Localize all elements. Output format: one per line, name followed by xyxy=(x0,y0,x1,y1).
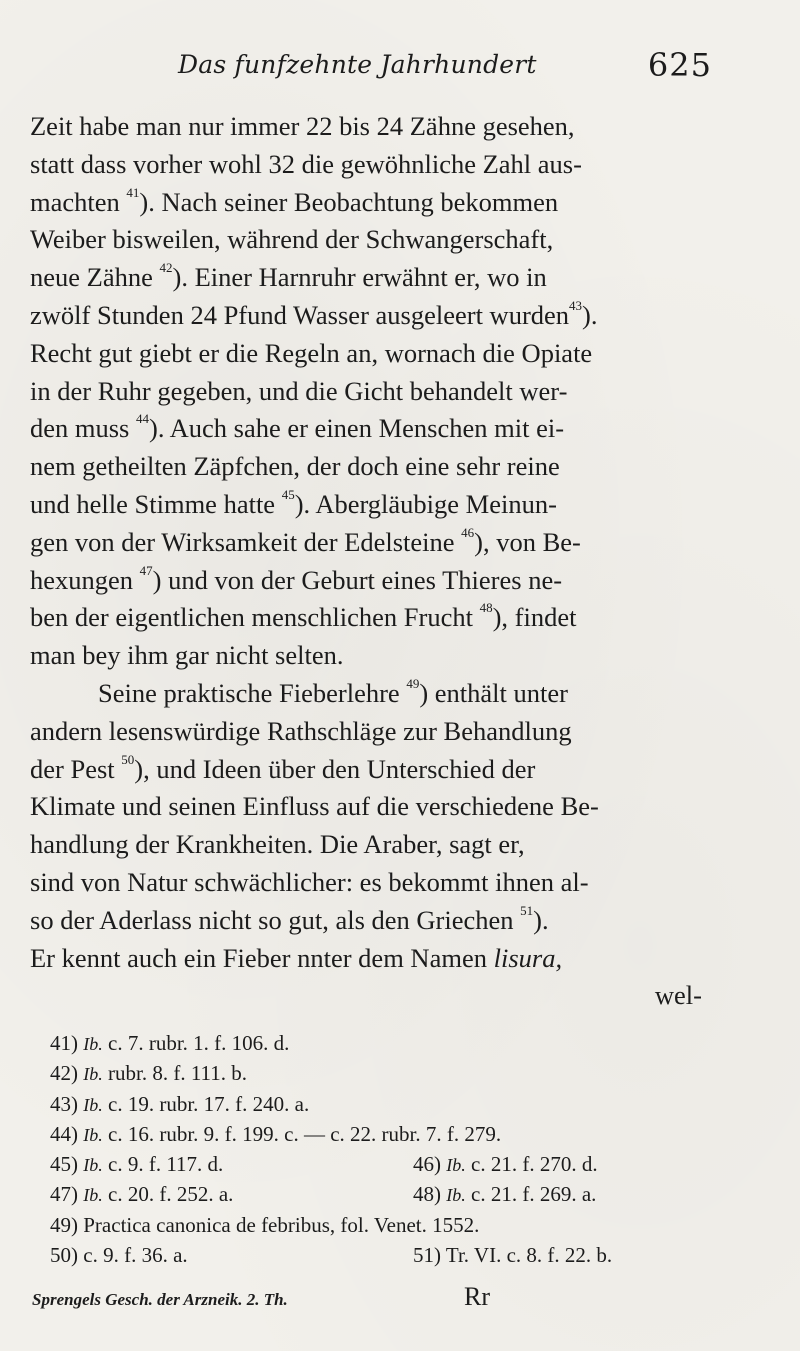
footnote-ref: 45 xyxy=(281,486,295,502)
text-line: Zeit habe man nur immer 22 bis 24 Zähne gesehen, xyxy=(30,111,575,141)
text-line: der Pest $^{50}$), und Ideen über den Unterschied der xyxy=(30,751,536,784)
text-line: Klimate und seinen Einfluss auf die verschiedene Be- xyxy=(30,791,599,822)
text-line: man bey ihm gar nicht selten. xyxy=(30,640,344,671)
text-line: ben der eigentlichen menschlichen Frucht $^{48}$), findet xyxy=(30,600,577,633)
footnote-ref: 51 xyxy=(520,902,534,918)
footnote-ref: 46 xyxy=(461,524,475,540)
text-line: Seine praktische Fieberlehre $^{49}$) enthält unter xyxy=(98,675,568,708)
footnote-row: 43) Ib. c. 19. rubr. 17. f. 240. a. xyxy=(50,1091,310,1116)
footnote-ref: 42 xyxy=(159,260,173,276)
text-line: andern lesenswürdige Rathschläge zur Behandlung xyxy=(30,715,572,746)
text-line: so der Aderlass nicht so gut, als den Griechen $^{51}$). xyxy=(30,902,549,935)
sheet-mark: Rr xyxy=(464,1282,490,1311)
footnote-row: 41) Ib. c. 7. rubr. 1. f. 106. d. xyxy=(50,1031,290,1055)
catchword: wel- xyxy=(654,980,702,1011)
footnote-ref: 44 xyxy=(136,411,149,427)
footnote-row: 47) Ib. c. 20. f. 252. a. 48) Ib. c. 21. f. 269. a. xyxy=(50,1182,597,1207)
text-line: gen von der Wirksamkeit der Edelsteine $^{46}$), von Be- xyxy=(30,524,581,557)
page-header xyxy=(160,46,720,90)
printer-signature: Sprengels Gesch. der Arzneik. 2. Th. xyxy=(32,1290,288,1309)
running-title: Das funfzehnte Jahrhundert xyxy=(178,50,537,79)
footnote-ref: 47 xyxy=(139,562,153,578)
footnote-row: 44) Ib. c. 16. rubr. 9. f. 199. c. — c. 22. rubr. 7. f. 279. xyxy=(50,1121,502,1146)
text-line: Weiber bisweilen, während der Schwangerschaft, xyxy=(30,224,554,255)
page-footer xyxy=(32,1282,732,1320)
footnote-row: 50) c. 9. f. 36. a. 51) Tr. VI. c. 8. f. 22. b. xyxy=(50,1243,613,1268)
footnotes xyxy=(50,1028,710,1270)
text-line: machten $^{41}$). Nach seiner Beobachtung bekommen xyxy=(30,184,559,217)
footnote-ref: 41 xyxy=(126,184,140,200)
footnote-ref: 49 xyxy=(406,675,420,691)
text-line: hexungen $^{47}$) und von der Geburt eines Thieres ne- xyxy=(30,562,563,595)
text-line: nem getheilten Zäpfchen, der doch eine sehr reine xyxy=(30,451,560,482)
text-line: in der Ruhr gegeben, und die Gicht behandelt wer- xyxy=(30,375,568,406)
footnote-ref: 48 xyxy=(479,600,493,616)
text-line: und helle Stimme hatte $^{45}$). Abergläubige Meinun- xyxy=(30,486,557,519)
page-number: 625 xyxy=(647,46,712,84)
footnote-row: 49) Practica canonica de febribus, fol. Venet. 1552. xyxy=(50,1212,480,1237)
text-line: handlung der Krankheiten. Die Araber, sagt er, xyxy=(30,829,525,860)
text-line: sind von Natur schwächlicher: es bekommt ihnen al- xyxy=(30,866,589,897)
body-text xyxy=(30,108,706,1015)
footnote-ref: 43 xyxy=(569,297,583,313)
text-line: den muss $^{44}$). Auch sahe er einen Menschen mit ei- xyxy=(30,411,565,444)
text-line: Recht gut giebt er die Regeln an, wornach die Opiate xyxy=(30,337,593,368)
italic-term: lisura, xyxy=(493,942,563,973)
text-line: zwölf Stunden 24 Pfund Wasser ausgeleert wurden$^{43}$). xyxy=(30,297,598,330)
text-line: Er kennt auch ein Fieber nnter dem Namen lisura, xyxy=(30,942,563,973)
footnote-row: 42) Ib. rubr. 8. f. 111. b. xyxy=(50,1061,248,1086)
footnote-row: 45) Ib. c. 9. f. 117. d. 46) Ib. c. 21. f. 270. d. xyxy=(50,1152,598,1177)
footnote-ref: 50 xyxy=(121,751,135,767)
text-line: neue Zähne $^{42}$). Einer Harnruhr erwähnt er, wo in xyxy=(30,260,547,293)
text-line: statt dass vorher wohl 32 die gewöhnliche Zahl aus- xyxy=(30,148,582,179)
